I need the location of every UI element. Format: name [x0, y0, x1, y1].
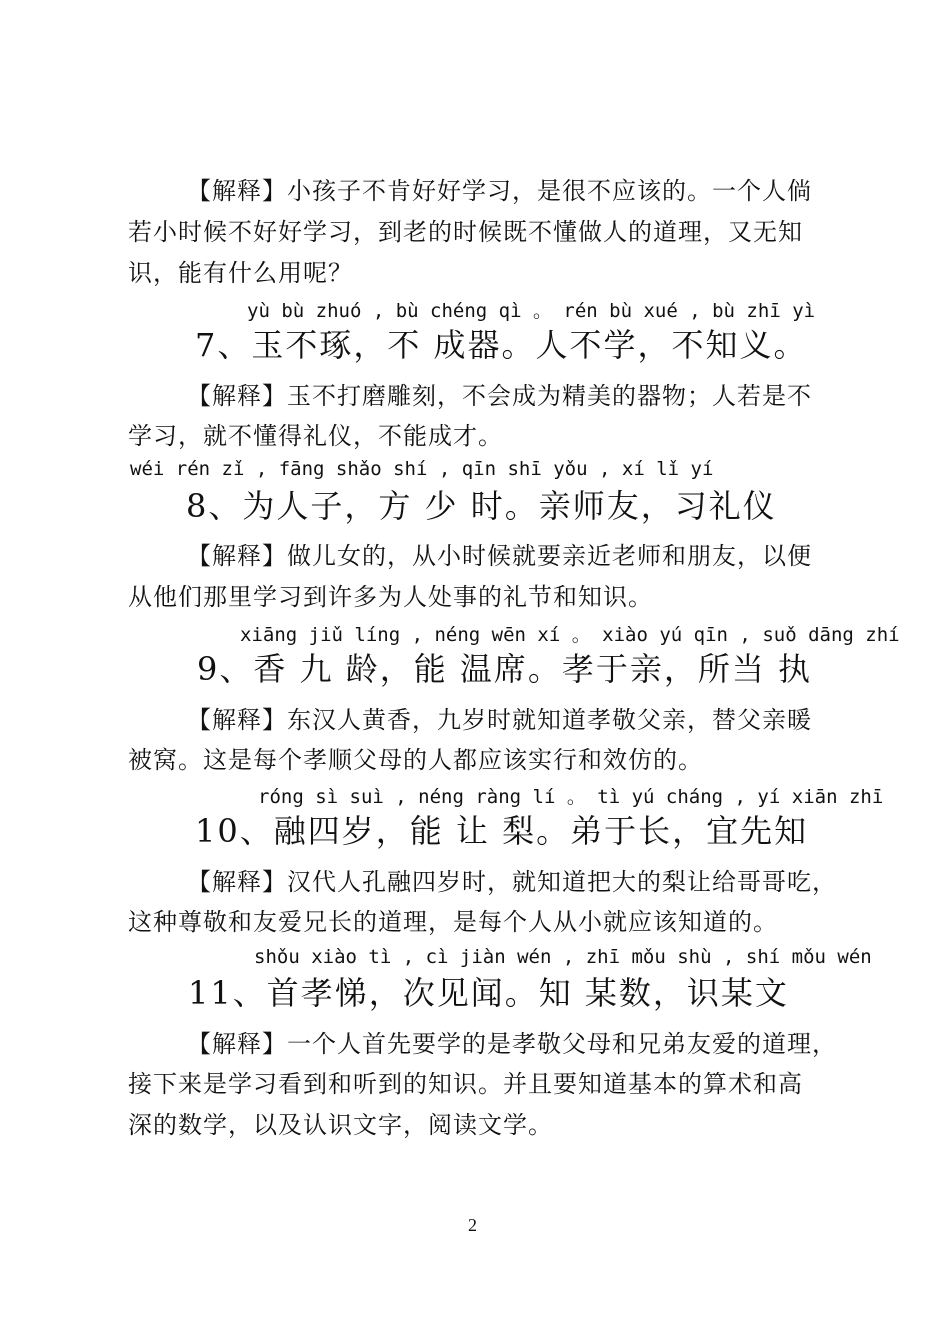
verse-line: 11、首孝悌，次见闻。知 某数，识某文 [188, 974, 789, 1012]
verse-line: 9、香 九 龄，能 温席。孝于亲，所当 执 [197, 650, 813, 688]
explanation-line: 若小时候不好好学习，到老的时候既不懂做人的道理，又无知 [128, 218, 803, 246]
explanation-line: 学习，就不懂得礼仪，不能成才。 [128, 422, 503, 450]
verse-line: 7、玉不琢，不 成器。人不学，不知义。 [195, 326, 808, 364]
verse-line: 10、融四岁，能 让 梨。弟于长，宜先知 [195, 812, 809, 850]
explanation-line: 【解释】东汉人黄香，九岁时就知道孝敬父亲，替父亲暖 [187, 706, 812, 734]
verse-line: 8、为人子，方 少 时。亲师友，习礼仪 [186, 487, 777, 525]
explanation-line: 【解释】一个人首先要学的是孝敬父母和兄弟友爱的道理， [187, 1030, 837, 1058]
explanation-line: 深的数学，以及认识文字，阅读文学。 [128, 1111, 553, 1139]
explanation-line: 识，能有什么用呢？ [128, 259, 353, 287]
explanation-line: 【解释】小孩子不肯好好学习，是很不应该的。一个人倘 [187, 177, 812, 205]
pinyin-line: xiāng jiǔ líng , néng wēn xí 。 xiào yú qīn , suǒ dāng zhí [240, 624, 900, 646]
explanation-line: 【解释】汉代人孔融四岁时，就知道把大的梨让给哥哥吃， [187, 868, 837, 896]
explanation-line: 被窝。这是每个孝顺父母的人都应该实行和效仿的。 [128, 746, 703, 774]
pinyin-line: shǒu xiào tì , cì jiàn wén , zhī mǒu shù , shí mǒu wén [254, 946, 872, 968]
pinyin-line: wéi rén zǐ , fāng shǎo shí , qīn shī yǒu , xí lǐ yí [130, 458, 714, 480]
pinyin-line: yù bù zhuó , bù chéng qì 。 rén bù xué , bù zhī yì [247, 300, 816, 322]
explanation-line: 【解释】做儿女的，从小时候就要亲近老师和朋友，以便 [187, 542, 812, 570]
explanation-line: 接下来是学习看到和听到的知识。并且要知道基本的算术和高 [128, 1070, 803, 1098]
explanation-line: 这种尊敬和友爱兄长的道理，是每个人从小就应该知道的。 [128, 908, 778, 936]
explanation-line: 从他们那里学习到许多为人处事的礼节和知识。 [128, 583, 653, 611]
explanation-line: 【解释】玉不打磨雕刻，不会成为精美的器物；人若是不 [187, 382, 812, 410]
pinyin-line: róng sì suì , néng ràng lí 。 tì yú cháng , yí xiān zhī [258, 786, 884, 808]
page-number: 2 [468, 1215, 477, 1235]
